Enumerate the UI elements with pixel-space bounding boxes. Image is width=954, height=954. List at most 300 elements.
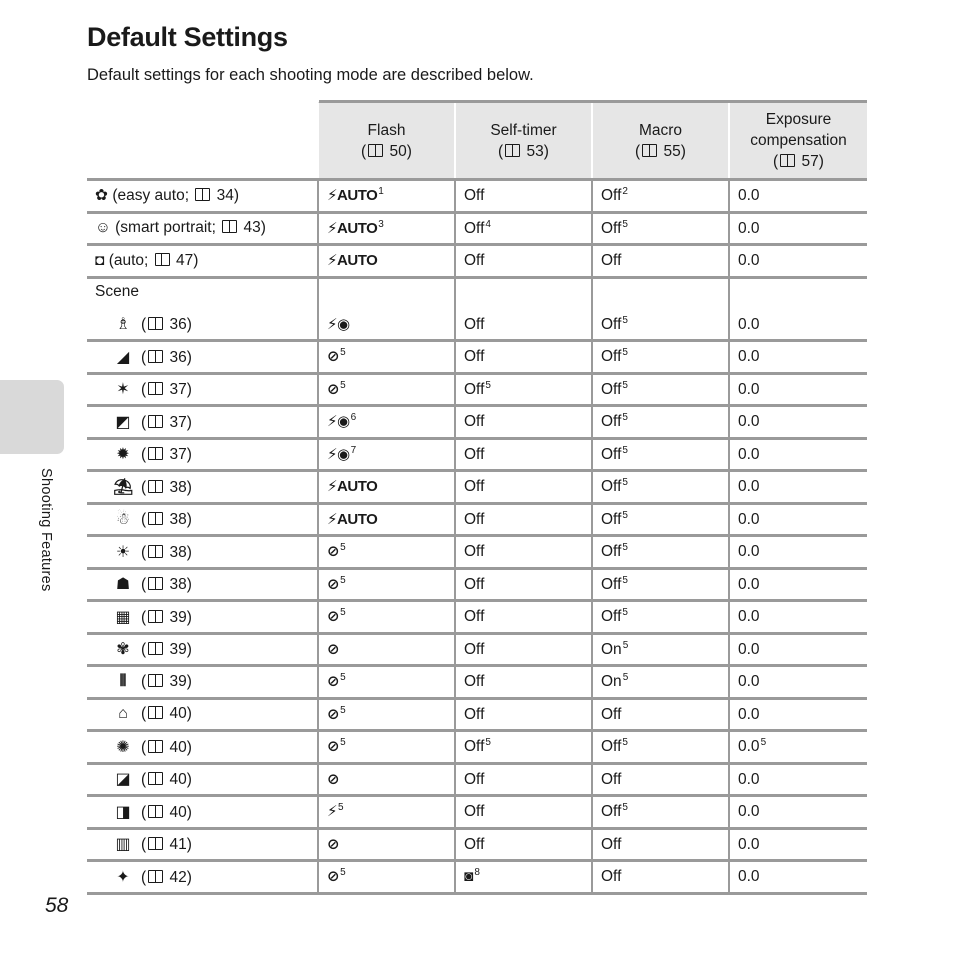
page-ref: 39)	[169, 672, 192, 690]
table-row	[87, 796, 867, 829]
macro-setting-value: Off	[601, 413, 622, 431]
footnote-ref: 5	[622, 607, 628, 619]
page-ref: 47)	[175, 251, 199, 269]
self-timer-setting-value: Off	[464, 608, 485, 626]
reference-book-icon	[148, 545, 163, 558]
macro-setting-value: Off	[601, 868, 622, 886]
header-flash: Flash ( 50)	[318, 102, 455, 180]
table-row	[87, 245, 867, 278]
macro-setting	[592, 536, 729, 569]
sports-scene-icon: ✶	[116, 381, 130, 399]
scene-mode-cell: ▦ ( 39)	[87, 601, 318, 634]
scene-mode-cell: ✶ ( 37)	[87, 373, 318, 406]
flash-setting	[318, 180, 455, 213]
landscape-scene-icon: ◢	[116, 348, 130, 366]
exposure-setting-value: 0.0	[738, 380, 760, 398]
scene-mode-cell: ◢ ( 36)	[87, 341, 318, 374]
exposure-setting-value: 0.0	[738, 835, 760, 853]
scene-mode-cell: ⛱ ( 38)	[87, 471, 318, 504]
self-timer-setting-value: ◙	[464, 868, 474, 886]
footnote-ref: 5	[622, 477, 628, 489]
snow-scene-icon: ☃	[115, 511, 131, 529]
reference-book-icon	[148, 350, 163, 363]
exposure-setting	[729, 698, 867, 731]
scene-mode-cell: ◪ ( 40)	[87, 763, 318, 796]
shooting-mode-cell	[87, 180, 318, 213]
page-ref: 38)	[169, 543, 192, 561]
footnote-ref: 5	[760, 737, 767, 749]
footnote-ref: 5	[485, 379, 491, 391]
flash-setting-value: ⚡◉	[327, 315, 350, 333]
reference-book-icon	[148, 837, 163, 850]
flash-setting-value: ⊘	[327, 868, 340, 886]
page-ref: 38)	[169, 576, 192, 594]
flash-setting	[318, 796, 455, 829]
museum-scene-icon: ⌂	[118, 705, 128, 723]
reference-book-icon	[148, 772, 163, 785]
auto-camera-icon: ◘	[95, 251, 105, 269]
beach-scene-icon: ⛱	[113, 478, 134, 496]
exposure-setting-value: 0.0	[738, 478, 760, 496]
footnote-ref: 5	[622, 639, 629, 651]
self-timer-setting-value: Off	[464, 673, 485, 691]
exposure-setting-value: 0.0	[738, 575, 760, 593]
macro-setting	[592, 212, 729, 245]
table-row	[87, 373, 867, 406]
self-timer-setting	[455, 438, 592, 471]
table-row	[87, 310, 867, 341]
macro-setting-value: Off	[601, 219, 622, 237]
close-up-scene-icon: ✾	[116, 641, 130, 659]
exposure-setting	[729, 341, 867, 374]
exposure-setting-value: 0.0	[738, 510, 760, 528]
macro-setting	[592, 180, 729, 213]
self-timer-setting	[455, 245, 592, 278]
self-timer-setting	[455, 471, 592, 504]
footnote-ref: 5	[340, 607, 346, 619]
footnote-ref: 5	[340, 672, 346, 684]
panorama-assist-scene-icon: ▥	[115, 836, 131, 854]
exposure-setting-value: 0.0	[738, 219, 760, 237]
macro-setting-value: Off	[601, 705, 622, 723]
macro-setting	[592, 633, 729, 666]
flash-setting-value: ⚡AUTO	[327, 187, 378, 205]
page-ref: 37)	[169, 413, 192, 431]
footnote-ref: 6	[350, 412, 357, 424]
reference-book-icon	[222, 220, 237, 233]
page-ref: 42)	[169, 868, 192, 886]
flash-setting-value: ⊘	[327, 380, 340, 398]
footnote-ref: 5	[622, 509, 628, 521]
page-ref: 36)	[169, 316, 192, 334]
footnote-ref: 5	[622, 737, 628, 749]
flash-setting	[318, 373, 455, 406]
macro-setting	[592, 503, 729, 536]
footnote-ref: 5	[622, 802, 628, 814]
intro-text: Default settings for each shooting mode are described below.	[87, 66, 534, 84]
self-timer-setting-value: Off	[464, 738, 485, 756]
flash-setting-value: ⊘	[327, 673, 340, 691]
page-ref: 39)	[169, 608, 192, 626]
pet-portrait-scene-icon: ✦	[116, 868, 130, 886]
macro-setting	[592, 245, 729, 278]
page-ref: 43)	[243, 219, 266, 237]
page-number: 58	[45, 894, 69, 917]
exposure-setting	[729, 666, 867, 699]
flash-setting	[318, 763, 455, 796]
scene-mode-cell: ◨ ( 40)	[87, 796, 318, 829]
reference-book-icon	[148, 706, 163, 719]
macro-setting-value: Off	[601, 315, 622, 333]
flash-setting	[318, 310, 455, 341]
footnote-ref: 5	[622, 379, 628, 391]
exposure-setting	[729, 633, 867, 666]
exposure-setting-value: 0.0	[738, 770, 760, 788]
self-timer-setting-value: Off	[464, 640, 485, 658]
table-row	[87, 406, 867, 439]
scene-label-cell	[87, 277, 318, 310]
table-row	[87, 438, 867, 471]
macro-setting	[592, 438, 729, 471]
food-scene-icon: ⫴	[119, 672, 127, 690]
scene-mode-cell: ☗ ( 38)	[87, 568, 318, 601]
flash-setting-value: ⊘	[327, 348, 340, 366]
self-timer-setting	[455, 212, 592, 245]
footnote-ref: 3	[378, 218, 384, 230]
page-title: Default Settings	[87, 22, 288, 52]
footnote-ref: 5	[622, 218, 628, 230]
flash-setting-value: ⊘	[327, 608, 340, 626]
self-timer-setting	[455, 861, 592, 894]
scene-mode-cell: ☃ ( 38)	[87, 503, 318, 536]
macro-setting	[592, 731, 729, 764]
footnote-ref: 5	[340, 347, 346, 359]
footnote-ref: 5	[622, 412, 628, 424]
footnote-ref: 5	[340, 542, 346, 554]
reference-book-icon	[148, 415, 163, 428]
flash-setting	[318, 212, 455, 245]
flash-setting	[318, 666, 455, 699]
reference-book-icon	[148, 642, 163, 655]
exposure-setting-value: 0.0	[738, 252, 760, 270]
macro-setting	[592, 373, 729, 406]
dusk-dawn-scene-icon: ☗	[115, 576, 131, 594]
flash-setting	[318, 568, 455, 601]
table-row	[87, 763, 867, 796]
exposure-setting-value: 0.0	[738, 413, 760, 431]
macro-setting-value: On	[601, 640, 622, 658]
table-row	[87, 180, 867, 213]
exposure-setting	[729, 438, 867, 471]
macro-setting	[592, 828, 729, 861]
reference-book-icon	[148, 577, 163, 590]
table-row	[87, 731, 867, 764]
macro-setting-value: Off	[601, 187, 622, 205]
flash-setting	[318, 341, 455, 374]
macro-setting	[592, 471, 729, 504]
exposure-setting	[729, 763, 867, 796]
self-timer-setting-value: Off	[464, 380, 485, 398]
macro-setting-value: Off	[601, 510, 622, 528]
page-ref: 40)	[169, 771, 192, 789]
self-timer-setting	[455, 180, 592, 213]
reference-book-icon	[195, 188, 210, 201]
self-timer-setting	[455, 763, 592, 796]
macro-setting-value: Off	[601, 835, 622, 853]
self-timer-setting	[455, 828, 592, 861]
scene-mode-cell: ✦ ( 42)	[87, 861, 318, 894]
flash-setting	[318, 245, 455, 278]
footnote-ref: 5	[340, 867, 346, 879]
exposure-setting	[729, 861, 867, 894]
page-ref: 36)	[169, 348, 192, 366]
macro-setting	[592, 796, 729, 829]
macro-setting-value: Off	[601, 543, 622, 561]
flash-setting	[318, 406, 455, 439]
flash-setting-value: ⚡	[327, 803, 338, 821]
exposure-setting-value: 0.0	[738, 543, 760, 561]
flash-setting-value: ⚡AUTO	[327, 478, 378, 496]
table-row	[87, 698, 867, 731]
self-timer-setting	[455, 373, 592, 406]
exposure-setting-value: 0.0	[738, 803, 760, 821]
section-tab	[0, 380, 64, 454]
self-timer-setting-value: Off	[464, 705, 485, 723]
macro-setting-value: Off	[601, 803, 622, 821]
reference-book-icon	[505, 144, 520, 157]
macro-setting-value: Off	[601, 445, 622, 463]
page-ref: 40)	[169, 738, 192, 756]
exposure-setting	[729, 731, 867, 764]
self-timer-setting-value: Off	[464, 478, 485, 496]
mode-label: (auto;	[108, 251, 149, 269]
scene-mode-cell: ✺ ( 40)	[87, 731, 318, 764]
self-timer-setting	[455, 503, 592, 536]
macro-setting-value: Off	[601, 608, 622, 626]
page-ref: 34)	[216, 187, 240, 205]
self-timer-setting-value: Off	[464, 835, 485, 853]
exposure-setting	[729, 245, 867, 278]
self-timer-setting	[455, 310, 592, 341]
page-ref: 39)	[169, 641, 192, 659]
footnote-ref: 2	[622, 186, 628, 198]
self-timer-setting-value: Off	[464, 445, 485, 463]
footnote-ref: 5	[340, 704, 346, 716]
reference-book-icon	[148, 870, 163, 883]
flash-setting-value: ⊘	[327, 770, 340, 788]
exposure-setting-value: 0.0	[738, 705, 760, 723]
macro-setting-value: Off	[601, 478, 622, 496]
self-timer-setting-value: Off	[464, 413, 485, 431]
self-timer-setting	[455, 406, 592, 439]
self-timer-setting	[455, 536, 592, 569]
exposure-setting	[729, 212, 867, 245]
footnote-ref: 5	[340, 379, 346, 391]
black-white-copy-scene-icon: ◪	[115, 771, 131, 789]
scene-mode-cell: ✹ ( 37)	[87, 438, 318, 471]
shooting-mode-cell	[87, 245, 318, 278]
self-timer-setting-value: Off	[464, 252, 485, 270]
macro-setting-value: Off	[601, 380, 622, 398]
page-ref: 37)	[169, 446, 192, 464]
flash-setting	[318, 471, 455, 504]
mode-label: (smart portrait;	[115, 219, 216, 237]
footnote-ref: 5	[622, 542, 628, 554]
portrait-scene-icon: ♗	[115, 316, 131, 334]
self-timer-setting	[455, 633, 592, 666]
table-row	[87, 212, 867, 245]
flash-setting	[318, 536, 455, 569]
flash-setting-value: ⚡AUTO	[327, 219, 378, 237]
footnote-ref: 5	[485, 737, 491, 749]
page-ref: 41)	[169, 836, 192, 854]
reference-book-icon	[642, 144, 657, 157]
reference-book-icon	[148, 480, 163, 493]
exposure-setting	[729, 180, 867, 213]
table-row	[87, 503, 867, 536]
exposure-setting-value: 0.0	[738, 868, 760, 886]
table-row	[87, 633, 867, 666]
flash-setting	[318, 828, 455, 861]
sunset-scene-icon: ☀	[115, 543, 131, 561]
footnote-ref: 5	[622, 444, 628, 456]
self-timer-setting-value: Off	[464, 770, 485, 788]
reference-book-icon	[155, 253, 170, 266]
page-ref: 40)	[169, 803, 192, 821]
flash-setting-value: ⚡AUTO	[327, 510, 378, 528]
reference-book-icon	[148, 382, 163, 395]
exposure-setting	[729, 796, 867, 829]
flash-setting-value: ⊘	[327, 705, 340, 723]
footnote-ref: 8	[474, 867, 480, 879]
macro-setting	[592, 666, 729, 699]
footnote-ref: 5	[622, 347, 628, 359]
self-timer-setting-value: Off	[464, 803, 485, 821]
self-timer-setting	[455, 568, 592, 601]
smart-portrait-icon: ☺	[95, 219, 111, 237]
footnote-ref: 5	[338, 802, 344, 814]
exposure-setting	[729, 310, 867, 341]
default-settings-table	[87, 100, 867, 895]
scene-mode-cell: ⫴ ( 39)	[87, 666, 318, 699]
reference-book-icon	[148, 447, 163, 460]
scene-mode-cell: ✾ ( 39)	[87, 633, 318, 666]
flash-setting	[318, 861, 455, 894]
scene-mode-cell: ☀ ( 38)	[87, 536, 318, 569]
exposure-setting	[729, 471, 867, 504]
footnote-ref: 1	[378, 186, 384, 198]
macro-setting-value: Off	[601, 348, 622, 366]
macro-setting	[592, 763, 729, 796]
self-timer-setting-value: Off	[464, 348, 485, 366]
reference-book-icon	[148, 740, 163, 753]
self-timer-setting	[455, 601, 592, 634]
reference-book-icon	[780, 154, 795, 167]
self-timer-setting-value: Off	[464, 315, 485, 333]
exposure-setting-value: 0.0	[738, 315, 760, 333]
header-macro: Macro ( 55)	[592, 102, 729, 180]
scene-label: Scene	[95, 282, 139, 300]
reference-book-icon	[148, 317, 163, 330]
table-header-row	[87, 102, 867, 180]
page-ref: 37)	[169, 381, 192, 399]
macro-setting	[592, 601, 729, 634]
table-row	[87, 568, 867, 601]
backlighting-scene-icon: ◨	[115, 803, 131, 821]
exposure-setting	[729, 373, 867, 406]
table-row	[87, 536, 867, 569]
party-indoor-scene-icon: ✹	[116, 446, 130, 464]
reference-book-icon	[368, 144, 383, 157]
fireworks-scene-icon: ✺	[116, 738, 130, 756]
flash-setting-value: ⊘	[327, 543, 340, 561]
exposure-setting-value: 0.0	[738, 348, 760, 366]
night-landscape-scene-icon: ▦	[115, 608, 131, 626]
macro-setting	[592, 568, 729, 601]
macro-setting	[592, 310, 729, 341]
exposure-setting	[729, 503, 867, 536]
macro-setting-value: Off	[601, 770, 622, 788]
exposure-setting	[729, 568, 867, 601]
table-row	[87, 471, 867, 504]
flash-setting-value: ⚡AUTO	[327, 252, 378, 270]
table-row	[87, 861, 867, 894]
table-row	[87, 828, 867, 861]
self-timer-setting-value: Off	[464, 543, 485, 561]
exposure-setting	[729, 406, 867, 439]
macro-setting	[592, 406, 729, 439]
self-timer-setting-value: Off	[464, 510, 485, 528]
macro-setting-value: Off	[601, 252, 622, 270]
page-ref: 38)	[169, 478, 192, 496]
footnote-ref: 5	[340, 574, 346, 586]
exposure-setting	[729, 536, 867, 569]
footnote-ref: 7	[350, 444, 357, 456]
self-timer-setting	[455, 796, 592, 829]
self-timer-setting	[455, 341, 592, 374]
table-row	[87, 601, 867, 634]
exposure-setting	[729, 828, 867, 861]
exposure-setting-value: 0.0	[738, 738, 760, 756]
self-timer-setting-value: Off	[464, 575, 485, 593]
macro-setting	[592, 698, 729, 731]
self-timer-setting	[455, 666, 592, 699]
flash-setting	[318, 633, 455, 666]
exposure-setting-value: 0.0	[738, 445, 760, 463]
mode-label: (easy auto;	[112, 187, 189, 205]
flash-setting	[318, 731, 455, 764]
shooting-mode-cell	[87, 212, 318, 245]
footnote-ref: 5	[622, 574, 628, 586]
scene-mode-cell: ▥ ( 41)	[87, 828, 318, 861]
page-ref: 40)	[169, 705, 192, 723]
flash-setting-value: ⚡◉	[327, 445, 350, 463]
reference-book-icon	[148, 805, 163, 818]
exposure-setting	[729, 601, 867, 634]
self-timer-setting-value: Off	[464, 219, 485, 237]
scene-header-row	[87, 277, 867, 310]
exposure-setting-value: 0.0	[738, 673, 760, 691]
self-timer-setting	[455, 698, 592, 731]
exposure-setting-value: 0.0	[738, 640, 760, 658]
section-side-label: Shooting Features	[38, 468, 54, 592]
footnote-ref: 5	[340, 737, 346, 749]
macro-setting-value: On	[601, 673, 622, 691]
self-timer-setting	[455, 731, 592, 764]
reference-book-icon	[148, 674, 163, 687]
flash-setting-value: ⊘	[327, 575, 340, 593]
scene-mode-cell: ◩ ( 37)	[87, 406, 318, 439]
